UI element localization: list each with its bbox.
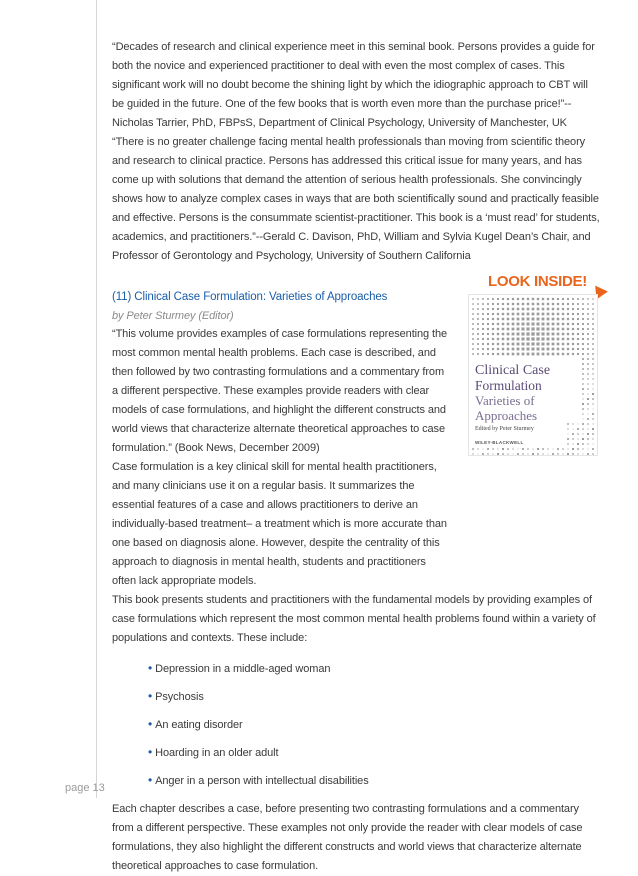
- list-item: • An eating disorder: [148, 717, 243, 731]
- book-review: “This volume provides examples of case formulations representing the most common mental health problems. Each case is described, and then followed by two contrasting formulations and a commentary from a different perspective. These examples provide readers with clear models of case formulations, and highlight the different constructs and world views that characterize alternate theoretical approaches to case formulation.” (Book News, December 2009): [112, 328, 447, 454]
- margin-rule: [96, 0, 97, 798]
- book-intro: This book presents students and practitioners with the fundamental models by providing examples of case formulations which represent the most common mental health problems found within a variety of populations and contexts. These include:: [112, 594, 596, 644]
- cover-title: Clinical Case Formulation Varieties of Approaches: [475, 363, 551, 423]
- endorsements: [112, 38, 600, 266]
- quote-tarrier: “Decades of research and clinical experience meet in this seminal book. Persons provides a guide for both the novice and experienced practitioner to deal with even the most complex of cases. This significant work will no doubt become the shining light by which the idiographic approach to CBT will be guided in the future. One of the few books that is worth even more than the purchase price!”--Nicholas Tarrier, PhD, FBPsS, Department of Clinical Psychology, University of Manchester, UK: [112, 41, 595, 129]
- book-description: Case formulation is a key clinical skill for mental health practitioners, and many clinicians use it on a regular basis. It summarizes the essential features of a case and allows practitioners to derive an individually-based treatment– a treatment which is more accurate than one based on diagnosis alone. However, despite the centrality of this approach to diagnosis in mental health, students and practitioners often lack appropriate models.: [112, 461, 447, 587]
- topic-list: [112, 660, 600, 789]
- cover-editor: Edited by Peter Sturmey: [475, 426, 534, 432]
- book-summary: [112, 325, 452, 591]
- book-closing: Each chapter describes a case, before presenting two contrasting formulations and a commentary from a different perspective. These examples not only provide the reader with clear models of case formulations, they also highlight the different constructs and world views that characterize alternate theoretical approaches to case formulation.: [112, 803, 583, 872]
- page-number: page 13: [65, 782, 105, 794]
- list-item: • Hoarding in an older adult: [148, 745, 279, 759]
- bullet-icon: •: [148, 661, 153, 675]
- list-item: • Depression in a middle-aged woman: [148, 661, 331, 675]
- cover-publisher: WILEY-BLACKWELL: [475, 440, 524, 445]
- list-item: • Anger in a person with intellectual disabilities: [148, 773, 369, 787]
- look-inside-badge[interactable]: LOOK INSIDE!: [488, 273, 587, 290]
- bullet-icon: •: [148, 773, 153, 787]
- bullet-icon: •: [148, 689, 153, 703]
- bullet-icon: •: [148, 717, 153, 731]
- book-author: by Peter Sturmey (Editor): [112, 310, 234, 322]
- book-cover[interactable]: [460, 270, 608, 460]
- book-title[interactable]: (11) Clinical Case Formulation: Varieties of Approaches: [112, 291, 388, 303]
- bullet-icon: •: [148, 745, 153, 759]
- quote-davison: “There is no greater challenge facing mental health professionals than moving from scientific theory and research to clinical practice. Persons has addressed this critical issue for many years, and has come up with solutions that demand the attention of serious health professionals. She convincingly shows how to analyze complex cases in ways that are both scientifically sound and practically feasible and effective. Persons is the consummate scientist-practitioner. This book is a ‘must read’ for students, academics, and practitioners.”--Gerald C. Davison, PhD, William and Sylvia Kugel Dean’s Chair, and Professor of Gerontology and Psychology, University of Southern California: [112, 136, 600, 262]
- cover-image: [468, 294, 598, 456]
- list-item: • Psychosis: [148, 689, 204, 703]
